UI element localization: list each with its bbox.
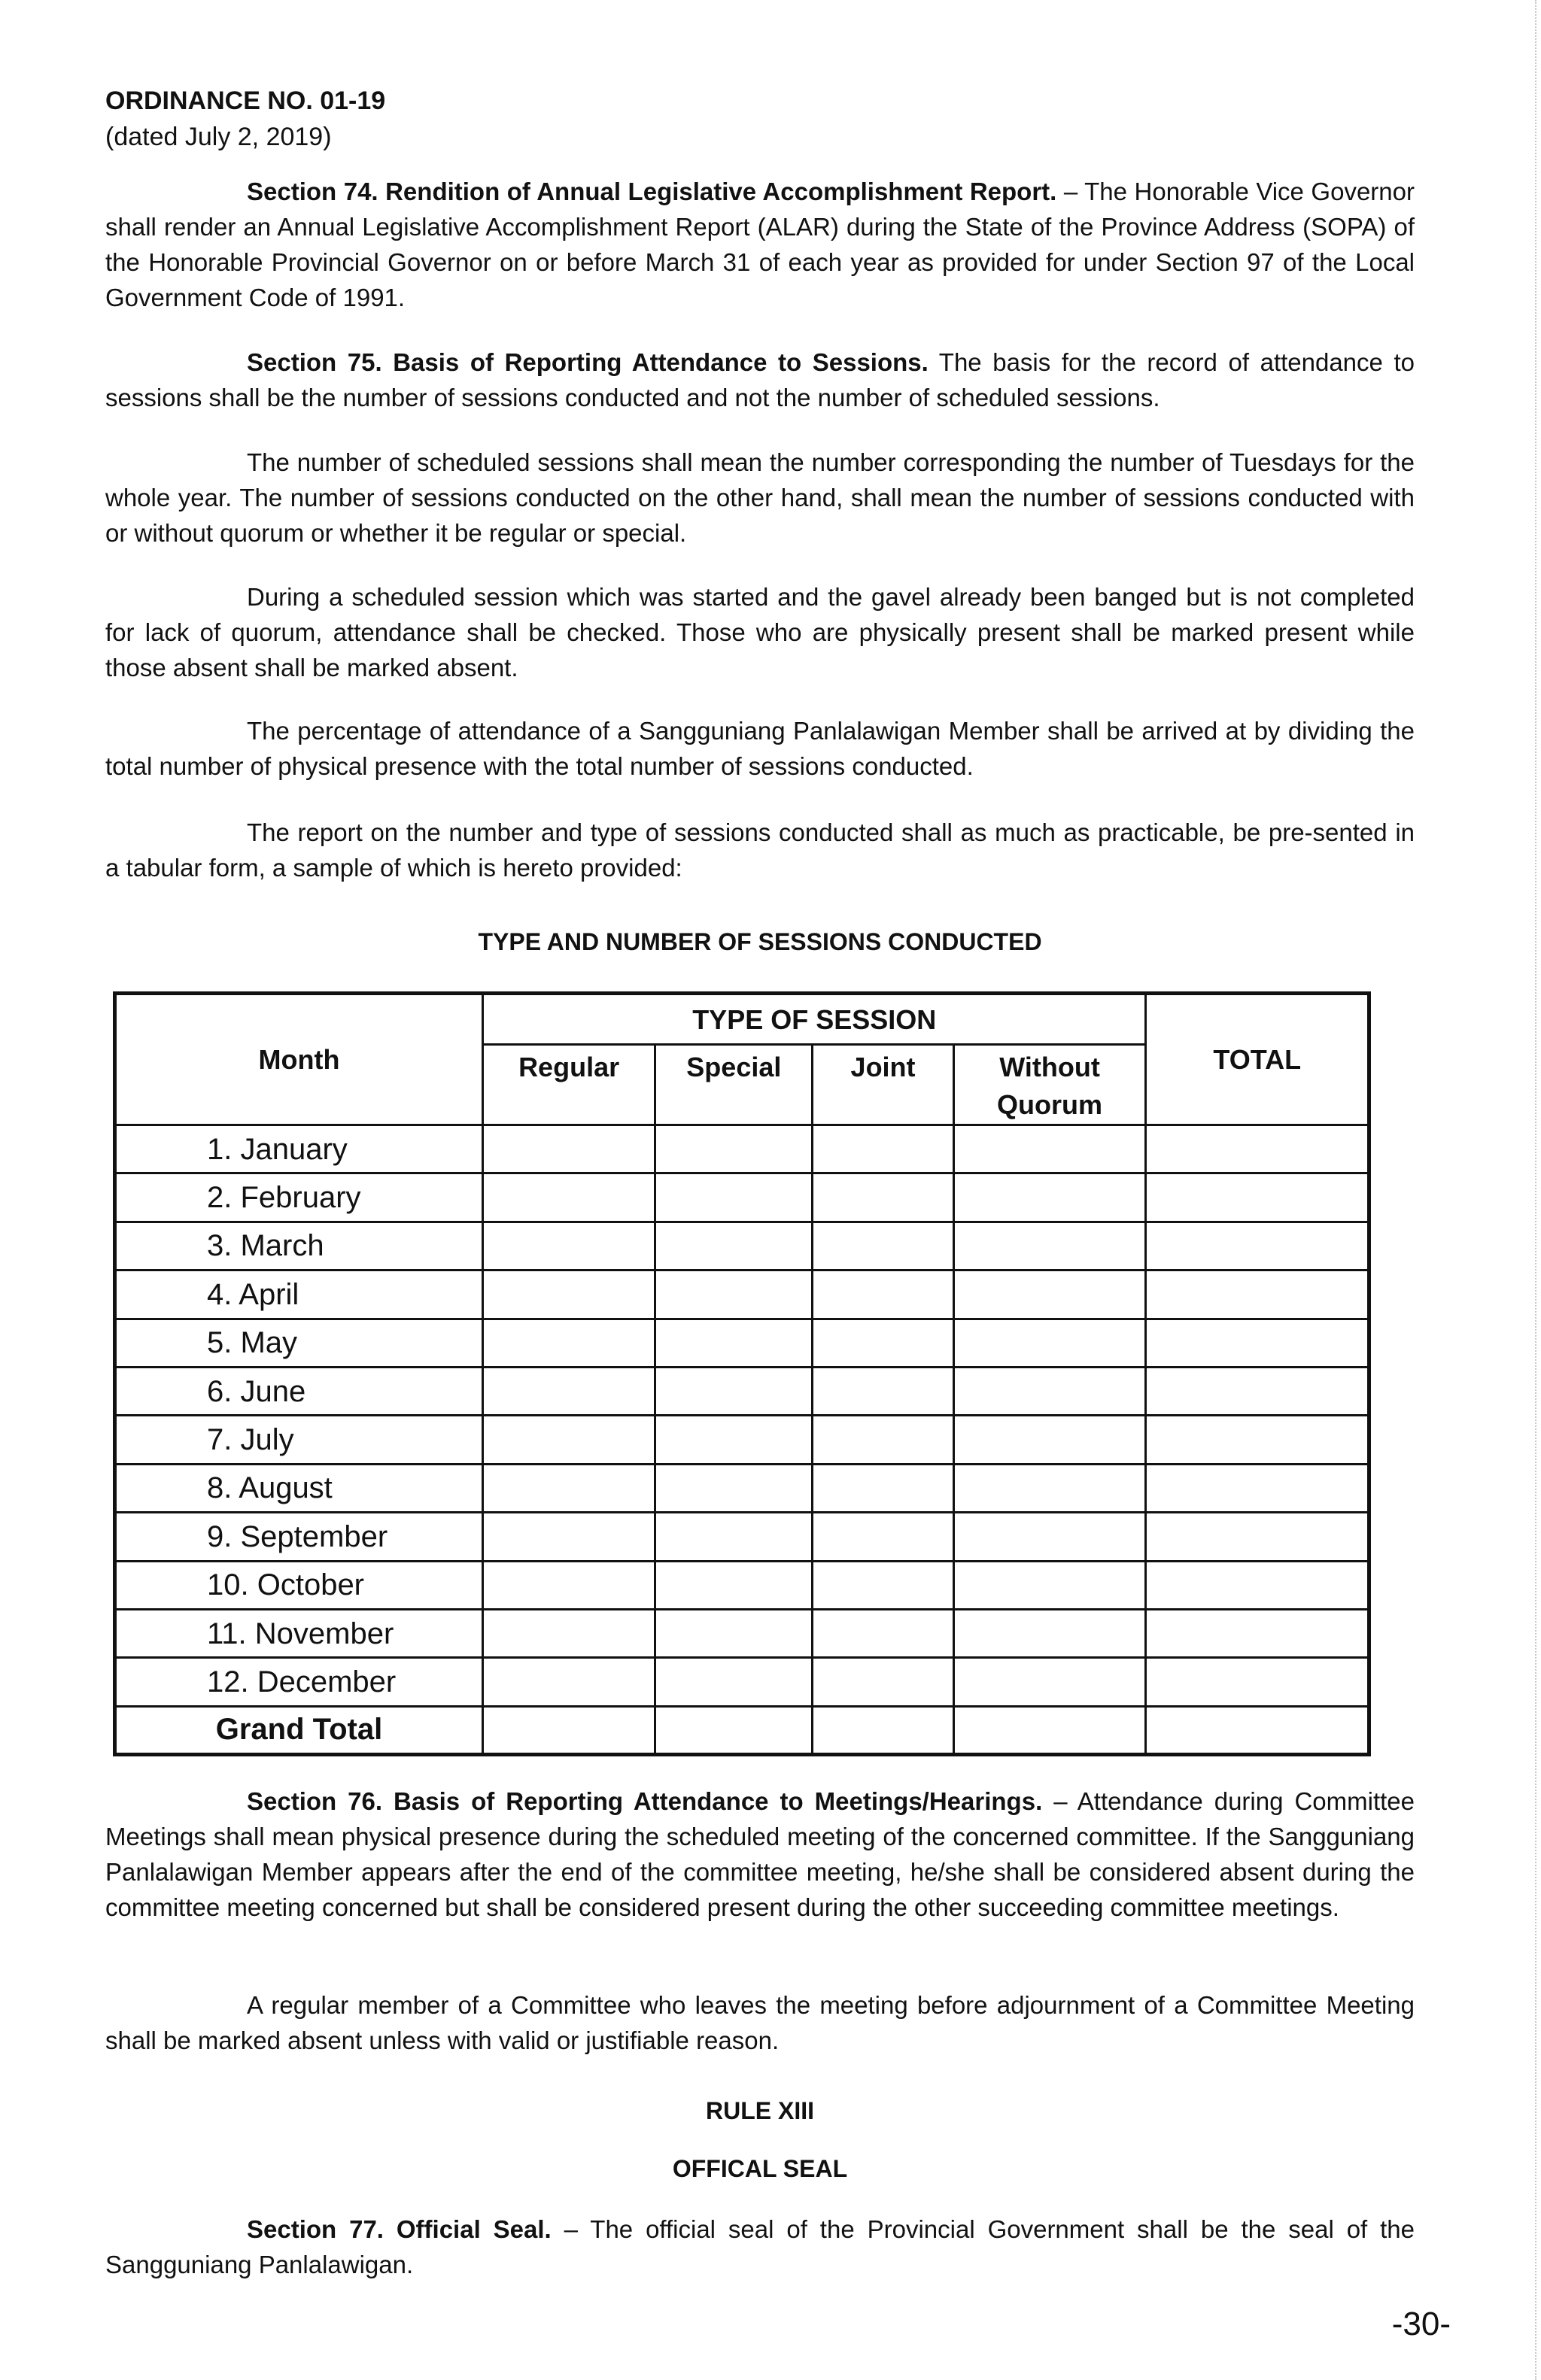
- section-76: [105, 1783, 1415, 1925]
- empty-cell: [483, 1706, 655, 1754]
- type-joint-header: Joint: [813, 1045, 953, 1125]
- empty-cell: [483, 1609, 655, 1657]
- empty-cell: [655, 1706, 813, 1754]
- empty-cell: [655, 1173, 813, 1222]
- empty-cell: [1146, 1125, 1369, 1173]
- section-76-body: – Attendance during Committee Meetings shall mean physical presence during the scheduled meeting of the concerned committee. If the Sangguniang Panlalawigan Member appears after the end of the committee meeting, he/she shall be considered absent during the committee meeting concerned but shall be considered present during the other succeeding committee meetings.: [105, 1787, 1415, 1921]
- month-cell: 4. April: [115, 1270, 483, 1319]
- empty-cell: [1146, 1464, 1369, 1512]
- month-cell: 7. July: [115, 1416, 483, 1464]
- table-row: [115, 1464, 1369, 1512]
- section-74-body: – The Honorable Vice Governor shall render an Annual Legislative Accomplishment Report (ALAR) during the State of the Province Address (SOPA) of the Honorable Provincial Governor on or before March 31 of each year as provided for under Section 97 of the Local Government Code of 1991.: [105, 178, 1415, 311]
- section-75-paragraph-5: [105, 815, 1415, 885]
- total-column-header: TOTAL: [1146, 994, 1369, 1125]
- empty-cell: [483, 1319, 655, 1367]
- type-without-quorum-header: Without Quorum: [953, 1045, 1146, 1125]
- section-75-paragraph-3: [105, 579, 1415, 685]
- month-cell: 1. January: [115, 1125, 483, 1173]
- table-row: [115, 1658, 1369, 1706]
- empty-cell: [953, 1222, 1146, 1270]
- empty-cell: [1146, 1561, 1369, 1609]
- paragraph-text: A regular member of a Committee who leaves the meeting before adjournment of a Committee Meeting shall be marked absent unless with valid or justifiable reason.: [105, 1991, 1415, 2054]
- month-cell: 9. September: [115, 1513, 483, 1561]
- section-75-body: The basis for the record of attendance to sessions shall be the number of sessions conducted and not the number of scheduled sessions.: [105, 348, 1415, 411]
- empty-cell: [655, 1513, 813, 1561]
- table-row: [115, 1222, 1369, 1270]
- ordinance-title: ORDINANCE NO. 01-19: [105, 87, 386, 115]
- paragraph-text: During a scheduled session which was started and the gavel already been banged but is not completed for lack of quorum, attendance shall be checked. Those who are physically present shall be marked present while those absent shall be marked absent.: [105, 583, 1415, 682]
- month-cell: 3. March: [115, 1222, 483, 1270]
- ordinance-header: [105, 83, 1415, 155]
- section-76-heading: Section 76. Basis of Reporting Attendance to Meetings/Hearings.: [247, 1787, 1043, 1815]
- empty-cell: [813, 1125, 953, 1173]
- empty-cell: [953, 1125, 1146, 1173]
- empty-cell: [813, 1222, 953, 1270]
- empty-cell: [953, 1367, 1146, 1415]
- empty-cell: [1146, 1658, 1369, 1706]
- empty-cell: [813, 1416, 953, 1464]
- month-cell: 2. February: [115, 1173, 483, 1222]
- empty-cell: [483, 1222, 655, 1270]
- type-special-header: Special: [655, 1045, 813, 1125]
- month-cell: 12. December: [115, 1658, 483, 1706]
- grand-total-label: Grand Total: [115, 1706, 483, 1754]
- empty-cell: [655, 1125, 813, 1173]
- empty-cell: [483, 1416, 655, 1464]
- empty-cell: [1146, 1319, 1369, 1367]
- empty-cell: [655, 1464, 813, 1512]
- empty-cell: [813, 1706, 953, 1754]
- empty-cell: [953, 1658, 1146, 1706]
- section-75-heading: Section 75. Basis of Reporting Attendance to Sessions.: [247, 348, 929, 376]
- table-row: [115, 1270, 1369, 1319]
- empty-cell: [655, 1319, 813, 1367]
- ordinance-date: (dated July 2, 2019): [105, 123, 332, 151]
- empty-cell: [655, 1416, 813, 1464]
- paragraph-text: The number of scheduled sessions shall mean the number corresponding the number of Tuesdays for the whole year. The number of sessions conducted on the other hand, shall mean the number of sessions conducted with or without quorum or whether it be regular or special.: [105, 448, 1415, 547]
- table-row: [115, 1561, 1369, 1609]
- empty-cell: [953, 1319, 1146, 1367]
- type-of-session-header: TYPE OF SESSION: [483, 994, 1146, 1045]
- section-75-paragraph-2: [105, 445, 1415, 551]
- month-cell: 8. August: [115, 1464, 483, 1512]
- empty-cell: [483, 1658, 655, 1706]
- empty-cell: [655, 1270, 813, 1319]
- empty-cell: [953, 1513, 1146, 1561]
- month-column-header: Month: [115, 994, 483, 1125]
- sessions-table: [113, 991, 1371, 1756]
- empty-cell: [953, 1609, 1146, 1657]
- page-number: -30-: [1391, 2306, 1451, 2342]
- empty-cell: [655, 1658, 813, 1706]
- empty-cell: [1146, 1609, 1369, 1657]
- table-title: TYPE AND NUMBER OF SESSIONS CONDUCTED: [478, 928, 1042, 955]
- section-76-paragraph-2: [105, 1987, 1415, 2058]
- empty-cell: [483, 1125, 655, 1173]
- empty-cell: [953, 1173, 1146, 1222]
- empty-cell: [813, 1319, 953, 1367]
- empty-cell: [1146, 1416, 1369, 1464]
- section-74-heading: Section 74. Rendition of Annual Legislative Accomplishment Report.: [247, 178, 1057, 205]
- month-cell: 10. October: [115, 1561, 483, 1609]
- rule-number: RULE XIII: [705, 2097, 814, 2124]
- empty-cell: [813, 1367, 953, 1415]
- month-cell: 5. May: [115, 1319, 483, 1367]
- empty-cell: [483, 1464, 655, 1512]
- empty-cell: [953, 1270, 1146, 1319]
- table-row: [115, 1416, 1369, 1464]
- empty-cell: [813, 1464, 953, 1512]
- empty-cell: [1146, 1706, 1369, 1754]
- empty-cell: [813, 1658, 953, 1706]
- empty-cell: [483, 1561, 655, 1609]
- section-75: [105, 345, 1415, 415]
- month-cell: 6. June: [115, 1367, 483, 1415]
- empty-cell: [813, 1513, 953, 1561]
- table-row: [115, 1609, 1369, 1657]
- empty-cell: [1146, 1367, 1369, 1415]
- page-edge-divider: [1535, 0, 1536, 2380]
- paragraph-text: The report on the number and type of sessions conducted shall as much as practicable, be pre-sented in a tabular form, a sample of which is hereto provided:: [105, 818, 1415, 882]
- empty-cell: [655, 1222, 813, 1270]
- section-77-body: – The official seal of the Provincial Government shall be the seal of the Sangguniang Panlalawigan.: [105, 2215, 1415, 2278]
- empty-cell: [813, 1609, 953, 1657]
- empty-cell: [1146, 1222, 1369, 1270]
- empty-cell: [655, 1367, 813, 1415]
- table-row: [115, 1125, 1369, 1173]
- empty-cell: [953, 1464, 1146, 1512]
- empty-cell: [813, 1270, 953, 1319]
- empty-cell: [953, 1706, 1146, 1754]
- table-row: [115, 1173, 1369, 1222]
- type-regular-header: Regular: [483, 1045, 655, 1125]
- empty-cell: [1146, 1270, 1369, 1319]
- section-74: [105, 174, 1415, 315]
- table-row: [115, 1319, 1369, 1367]
- empty-cell: [655, 1609, 813, 1657]
- empty-cell: [813, 1561, 953, 1609]
- empty-cell: [483, 1367, 655, 1415]
- empty-cell: [813, 1173, 953, 1222]
- month-cell: 11. November: [115, 1609, 483, 1657]
- month-rows: [115, 1125, 1369, 1755]
- section-77: [105, 2212, 1415, 2282]
- empty-cell: [953, 1416, 1146, 1464]
- section-75-paragraph-4: [105, 713, 1415, 784]
- table-row: [115, 1367, 1369, 1415]
- empty-cell: [655, 1561, 813, 1609]
- empty-cell: [953, 1561, 1146, 1609]
- rule-title: OFFICAL SEAL: [672, 2155, 848, 2182]
- section-77-heading: Section 77. Official Seal.: [247, 2215, 552, 2243]
- empty-cell: [483, 1513, 655, 1561]
- empty-cell: [483, 1270, 655, 1319]
- paragraph-text: The percentage of attendance of a Sangguniang Panlalawigan Member shall be arrived at by dividing the total number of physical presence with the total number of sessions conducted.: [105, 717, 1415, 780]
- empty-cell: [1146, 1173, 1369, 1222]
- grand-total-row: [115, 1706, 1369, 1754]
- empty-cell: [1146, 1513, 1369, 1561]
- empty-cell: [483, 1173, 655, 1222]
- table-row: [115, 1513, 1369, 1561]
